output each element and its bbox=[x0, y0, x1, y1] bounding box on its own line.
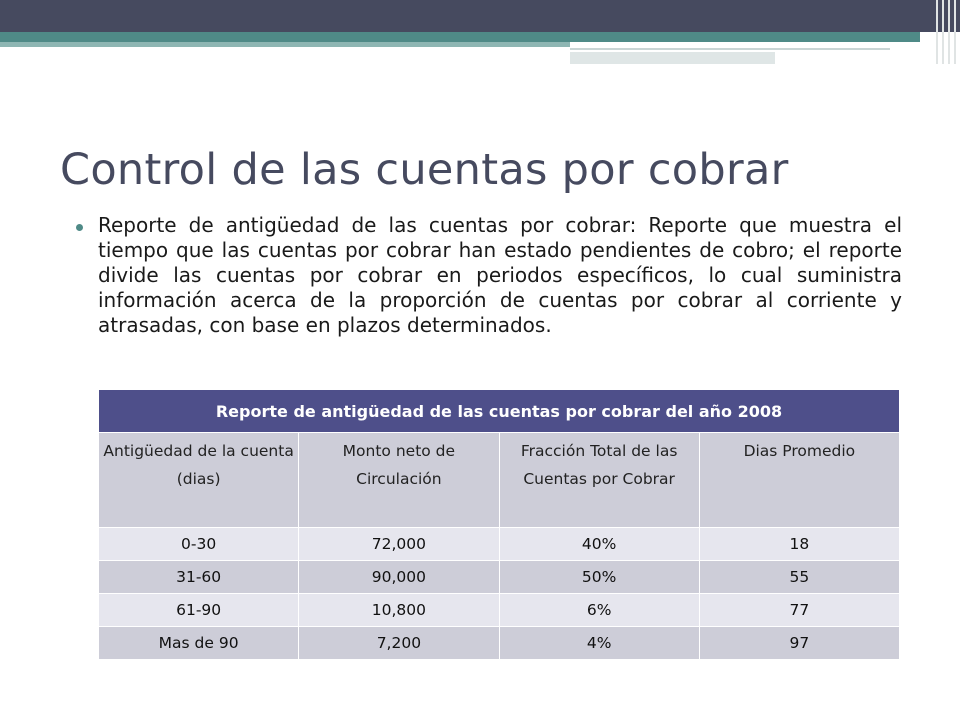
slide-title: Control de las cuentas por cobrar bbox=[60, 145, 789, 195]
table-cell: 7,200 bbox=[299, 627, 499, 660]
table-cell: 77 bbox=[699, 594, 899, 627]
top-teal-bar bbox=[0, 32, 920, 42]
column-header-fraction: Fracción Total de las Cuentas por Cobrar bbox=[499, 433, 699, 528]
column-header-age: Antigüedad de la cuenta (dias) bbox=[99, 433, 299, 528]
table-cell: 6% bbox=[499, 594, 699, 627]
table-cell: Mas de 90 bbox=[99, 627, 299, 660]
column-header-avg-days: Dias Promedio bbox=[699, 433, 899, 528]
top-right-block bbox=[570, 52, 775, 64]
table-cell: 55 bbox=[699, 561, 899, 594]
table-row bbox=[99, 528, 900, 561]
table-row bbox=[99, 627, 900, 660]
top-teal-accent-bar bbox=[0, 42, 570, 47]
table-cell: 97 bbox=[699, 627, 899, 660]
table-cell: 50% bbox=[499, 561, 699, 594]
table-row bbox=[99, 594, 900, 627]
aging-report-table bbox=[98, 389, 900, 660]
decorative-vertical-lines bbox=[932, 0, 960, 64]
table-cell: 72,000 bbox=[299, 528, 499, 561]
table-cell: 4% bbox=[499, 627, 699, 660]
table-row bbox=[99, 561, 900, 594]
table-cell: 31-60 bbox=[99, 561, 299, 594]
bullet-item bbox=[76, 213, 902, 338]
table-cell: 18 bbox=[699, 528, 899, 561]
table-cell: 61-90 bbox=[99, 594, 299, 627]
top-right-line bbox=[570, 42, 890, 50]
table-cell: 0-30 bbox=[99, 528, 299, 561]
table-header-row bbox=[99, 433, 900, 528]
table-cell: 10,800 bbox=[299, 594, 499, 627]
table-cell: 40% bbox=[499, 528, 699, 561]
table-title: Reporte de antigüedad de las cuentas por cobrar del año 2008 bbox=[99, 390, 900, 433]
column-header-net-amount: Monto neto de Circulación bbox=[299, 433, 499, 528]
bullet-dot-icon bbox=[76, 224, 83, 231]
table-cell: 90,000 bbox=[299, 561, 499, 594]
top-dark-bar bbox=[0, 0, 960, 32]
bullet-text: Reporte de antigüedad de las cuentas por cobrar: Reporte que muestra el tiempo que las cuentas por cobrar han estado pendientes de cobro; el reporte divide las cuentas por cobrar en periodos específicos, lo cual suministra información acerca de la proporción de cuentas por cobrar al corriente y atrasadas, con base en plazos determinados. bbox=[98, 213, 902, 337]
